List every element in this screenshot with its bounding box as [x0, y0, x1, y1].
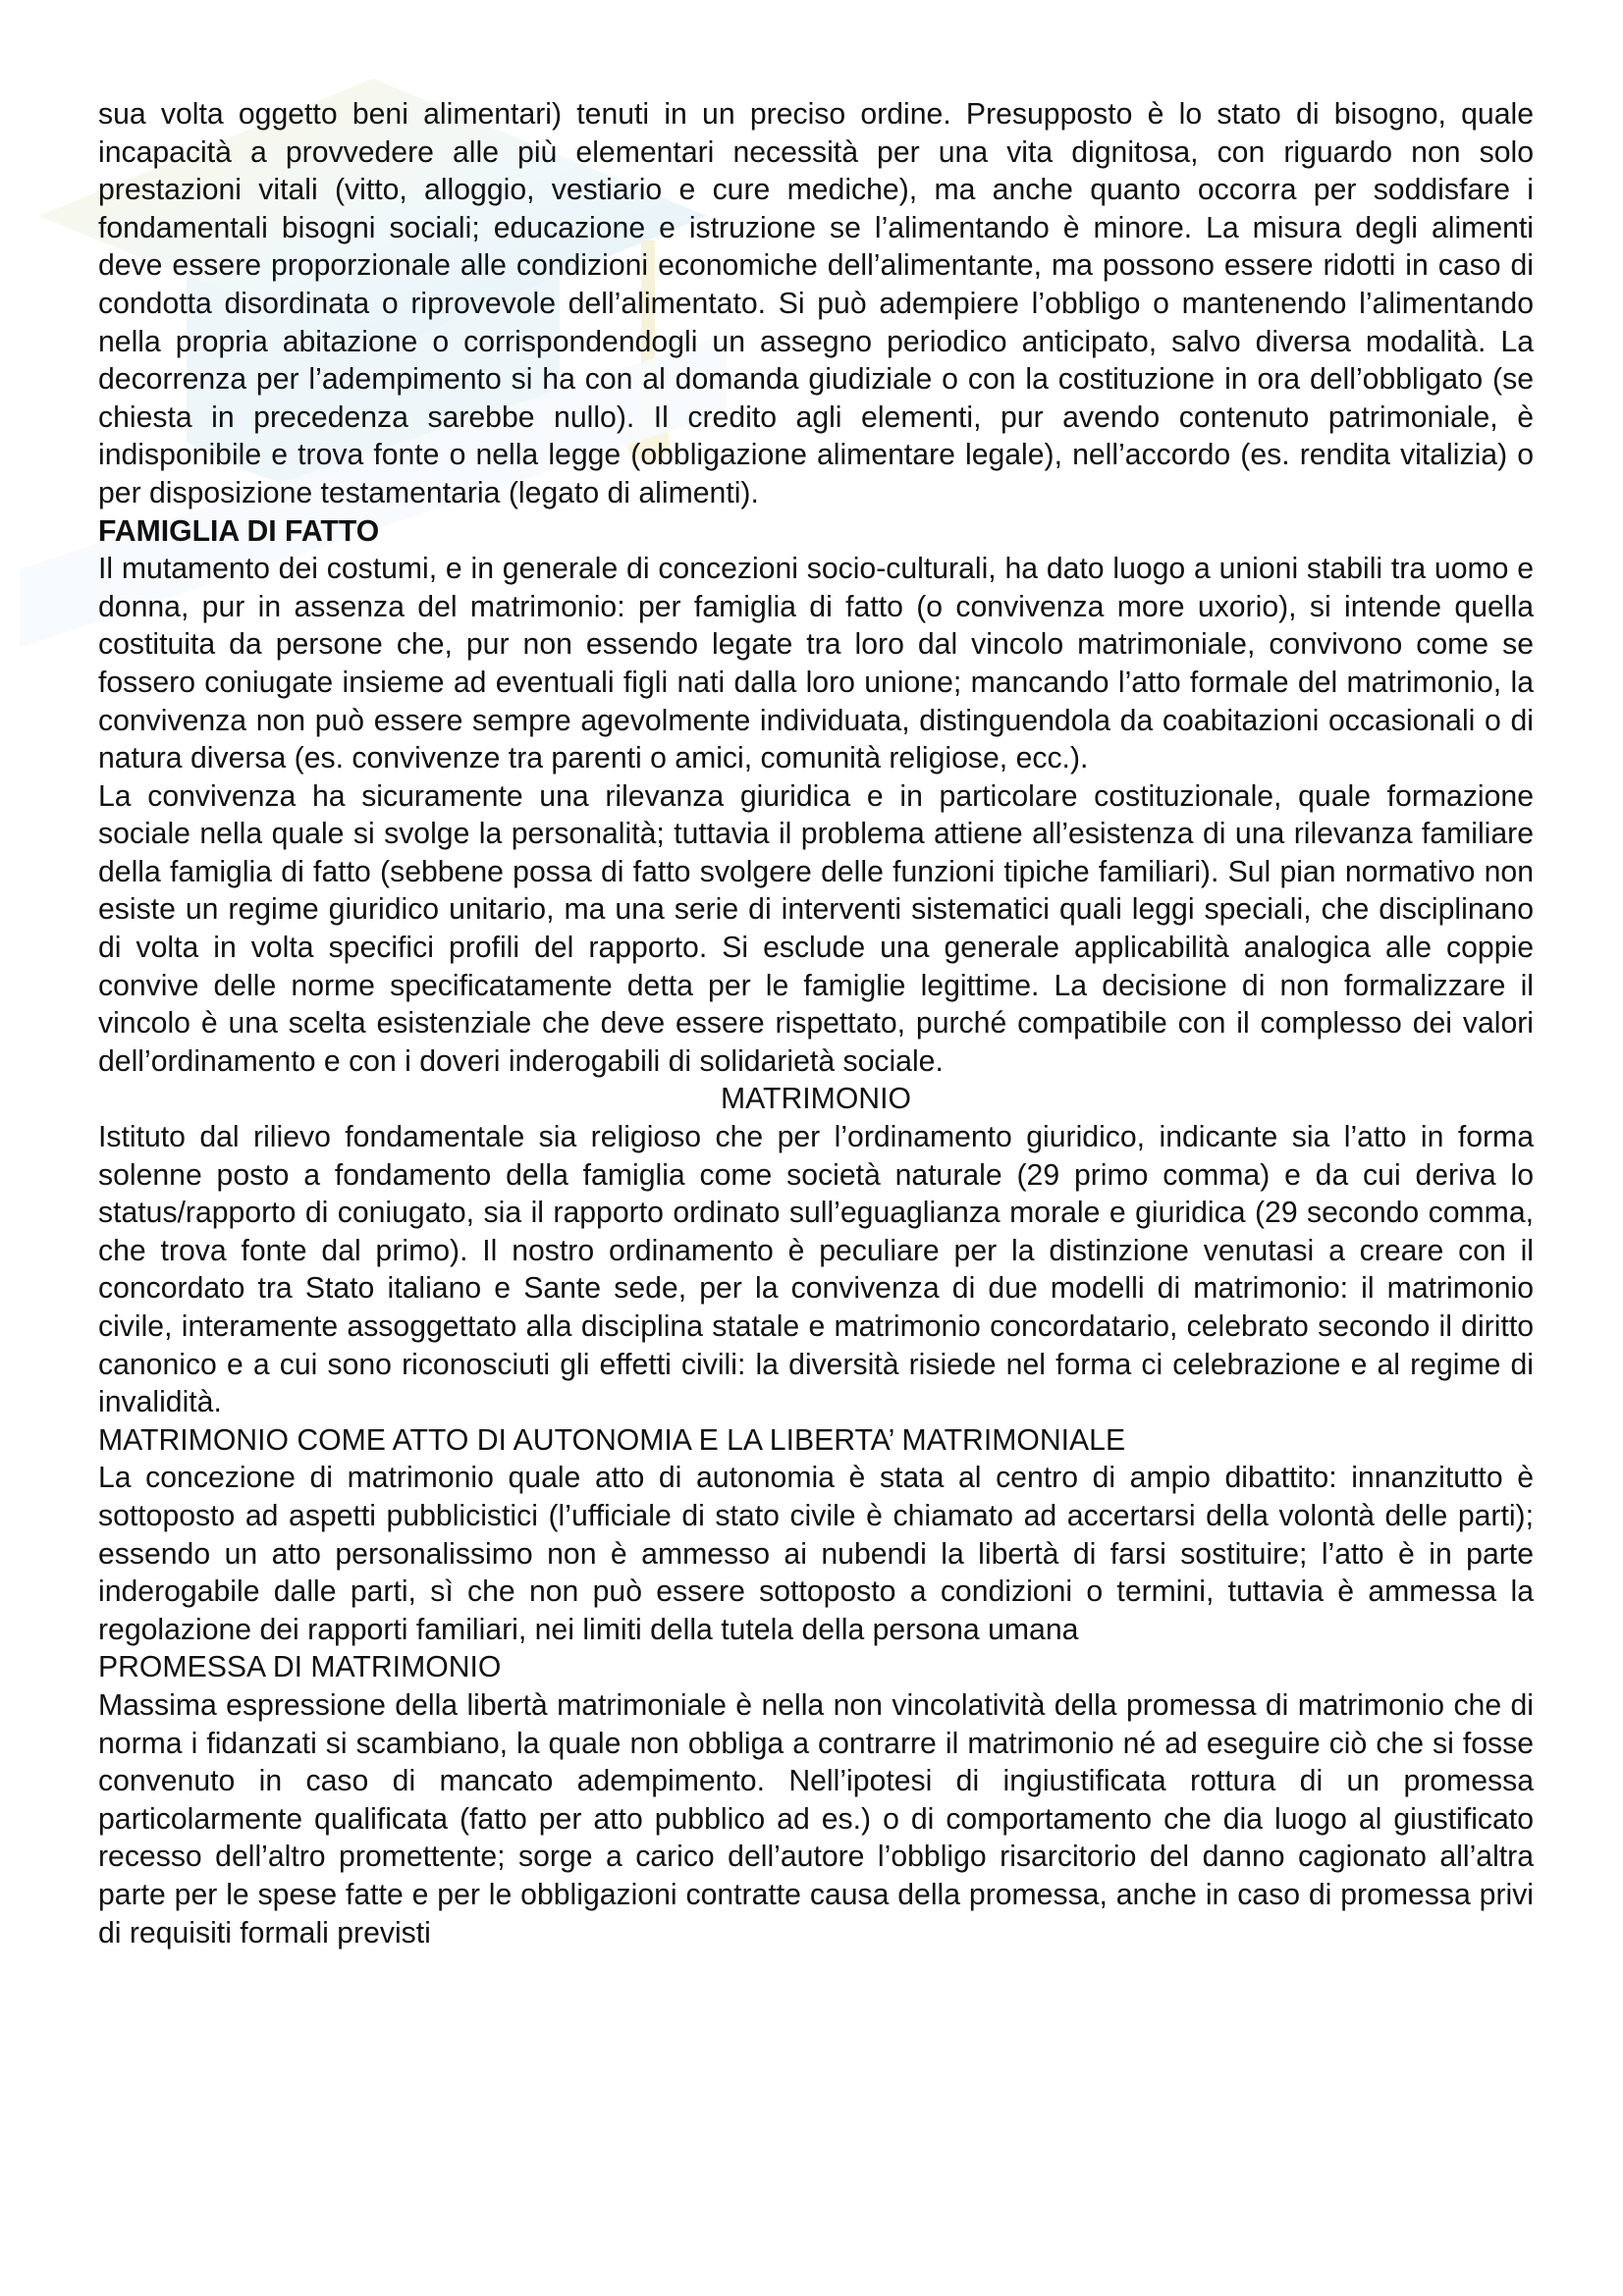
section-title: MATRIMONIO: [721, 1083, 911, 1116]
section-heading: PROMESSA DI MATRIMONIO: [98, 1651, 502, 1684]
paragraph: La concezione di matrimonio quale atto di autonomia è stata al centro di ampio dibattito: innanzitutto è sottoposto ad aspetti pubblicistici (l’ufficiale di stato civile è chiamato ad accertarsi della volontà delle parti); essendo un atto personalissimo non è ammesso ai nubendi la libertà di farsi sostituire; l’atto è in parte inderogabile dalle parti, sì che non può essere sottoposto a condizioni o termini, tuttavia è ammessa la regolazione dei rapporti familiari, nei limiti della tutela della persona umana: [98, 1462, 1534, 1646]
document-page: [98, 96, 1534, 1952]
section-heading: FAMIGLIA DI FATTO: [98, 514, 380, 548]
section-heading: MATRIMONIO COME ATTO DI AUTONOMIA E LA LIBERTA’ MATRIMONIALE: [98, 1423, 1126, 1457]
paragraph: sua volta oggetto beni alimentari) tenuti in un preciso ordine. Presupposto è lo stato di bisogno, quale incapacità a provvedere alle più elementari necessità per una vita dignitosa, con riguardo non solo prestazioni vitali (vitto, alloggio, vestiario e cure mediche), ma anche quanto occorra per soddisfare i fondamentali bisogni sociali; educazione e istruzione se l’alimentando è minore. La misura degli alimenti deve essere proporzionale alle condizioni economiche dell’alimentante, ma possono essere ridotti in caso di condotta disordinata o riprovevole dell’alimentato. Si può adempiere l’obbligo o mantenendo l’alimentando nella propria abitazione o corrispondendogli un assegno periodico anticipato, salvo diversa modalità. La decorrenza per l’adempimento si ha con al domanda giudiziale o con la costituzione in ora dell’obbligato (se chiesta in precedenza sarebbe nullo). Il credito agli elementi, pur avendo contenuto patrimoniale, è indisponibile e trova fonte o nella legge (obbligazione alimentare legale), nell’accordo (es. rendita vitalizia) o per disposizione testamentaria (legato di alimenti).: [98, 98, 1534, 509]
paragraph: La convivenza ha sicuramente una rilevanza giuridica e in particolare costituzionale, quale formazione sociale nella quale si svolge la personalità; tuttavia il problema attiene all’esistenza di una rilevanza familiare della famiglia di fatto (sebbene possa di fatto svolgere delle funzioni tipiche familiari). Sul pian normativo non esiste un regime giuridico unitario, ma una serie di interventi sistematici quali leggi speciali, che disciplinano di volta in volta specifici profili del rapporto. Si esclude una generale applicabilità analogica alle coppie convive delle norme specificatamente detta per le famiglie legittime. La decisione di non formalizzare il vincolo è una scelta esistenziale che deve essere rispettato, purché compatibile con il complesso dei valori dell’ordinamento e con i doveri inderogabili di solidarietà sociale.: [98, 779, 1534, 1078]
paragraph: Istituto dal rilievo fondamentale sia religioso che per l’ordinamento giuridico, indicante sia l’atto in forma solenne posto a fondamento della famiglia come società naturale (29 primo comma) e da cui deriva lo status/rapporto di coniugato, sia il rapporto ordinato sull’eguaglianza morale e giuridica (29 secondo comma, che trova fonte dal primo). Il nostro ordinamento è peculiare per la distinzione venutasi a creare con il concordato tra Stato italiano e Sante sede, per la convivenza di due modelli di matrimonio: il matrimonio civile, interamente assoggettato alla disciplina statale e matrimonio concordatario, celebrato secondo il diritto canonico e a cui sono riconosciuti gli effetti civili: la diversità risiede nel forma ci celebrazione e al regime di invalidità.: [98, 1121, 1534, 1419]
paragraph: Il mutamento dei costumi, e in generale di concezioni socio-culturali, ha dato luogo a unioni stabili tra uomo e donna, pur in assenza del matrimonio: per famiglia di fatto (o convivenza more uxorio), si intende quella costituita da persone che, pur non essendo legate tra loro dal vincolo matrimoniale, convivono come se fossero coniugate insieme ad eventuali figli nati dalla loro unione; mancando l’atto formale del matrimonio, la convivenza non può essere sempre agevolmente individuata, distinguendola da coabitazioni occasionali o di natura diversa (es. convivenze tra parenti o amici, comunità religiose, ecc.).: [98, 553, 1534, 775]
paragraph: Massima espressione della libertà matrimoniale è nella non vincolatività della promessa di matrimonio che di norma i fidanzati si scambiano, la quale non obbliga a contrarre il matrimonio né ad eseguire ciò che si fosse convenuto in caso di mancato adempimento. Nell’ipotesi di ingiustificata rottura di un promessa particolarmente qualificata (fatto per atto pubblico ad es.) o di comportamento che dia luogo al giustificato recesso dell’altro promettente; sorge a carico dell’autore l’obbligo risarcitorio del danno cagionato all’altra parte per le spese fatte e per le obbligazioni contratte causa della promessa, anche in caso di promessa privi di requisiti formali previsti: [98, 1688, 1534, 1949]
